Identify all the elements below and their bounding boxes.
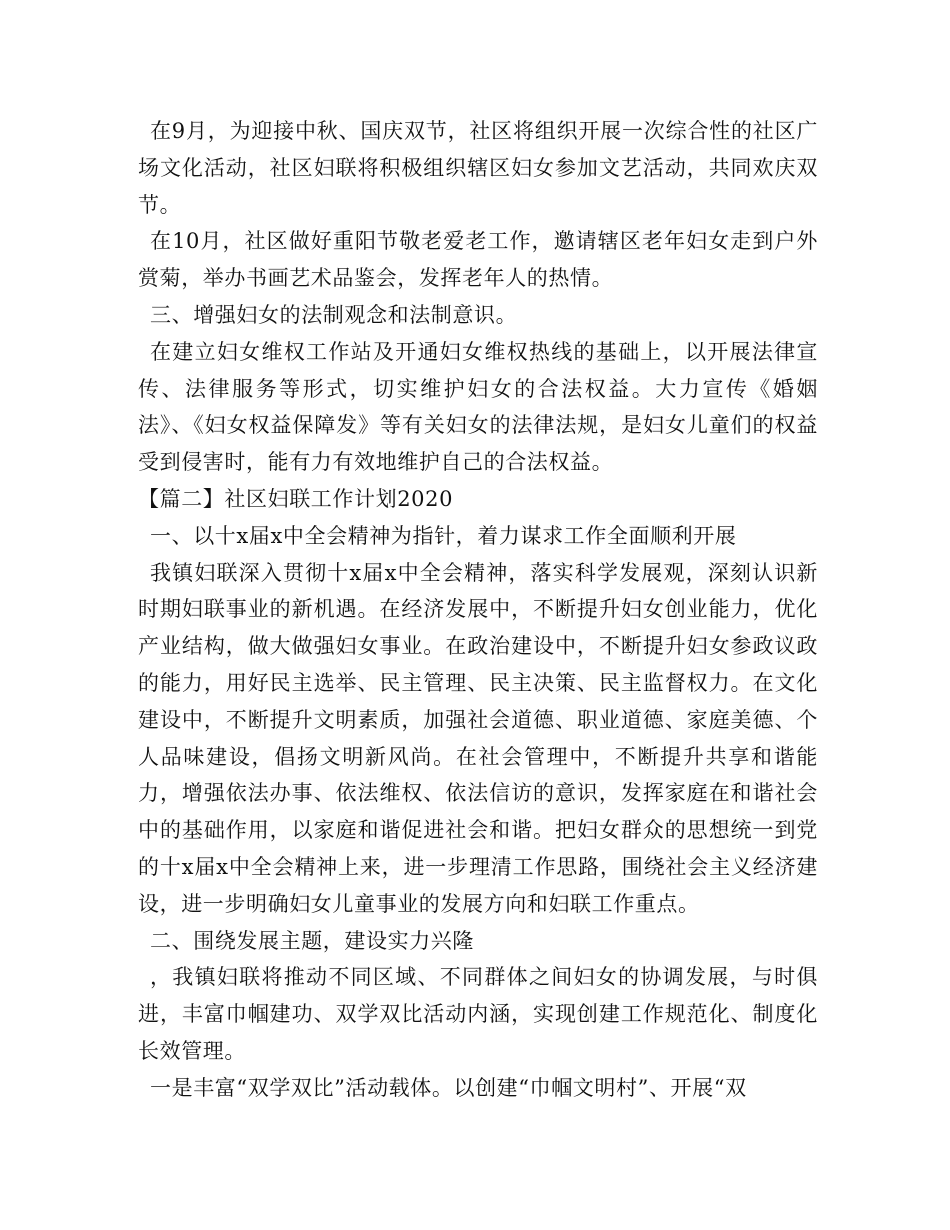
paragraph-coordinated-development: ，我镇妇联将推动不同区域、不同群体之间妇女的协调发展，与时俱进，丰富巾帼建功、双学双比活动内涵，实现创建工作规范化、制度化长效管理。 xyxy=(138,965,818,1063)
article-title-part-two: 【篇二】社区妇联工作计划2020 xyxy=(138,486,454,511)
paragraph-plenum-spirit: 我镇妇联深入贯彻十x届x中全会精神，落实科学发展观，深刻认识新时期妇联事业的新机遇。在经济发展中，不断提升妇女创业能力，优化产业结构，做大做强妇女事业。在政治建设中，不断提升妇女参政议政的能力，用好民主选举、民主管理、民主决策、民主监督权力。在文化建设中，不断提升文明素质，加强社会道德、职业道德、家庭美德、个人品味建设，倡扬文明新风尚。在社会管理中，不断提升共享和谐能力，增强依法办事、依法维权、依法信访的意识，发挥家庭在和谐社会中的基础作用，以家庭和谐促进社会和谐。把妇女群众的思想统一到党的十x届x中全会精神上来，进一步理清工作思路，围绕社会主义经济建设，进一步明确妇女儿童事业的发展方向和妇联工作重点。 xyxy=(138,560,818,916)
section-heading-one: 一、以十x届x中全会精神为指针，着力谋求工作全面顺利开展 xyxy=(150,523,737,548)
paragraph-legal-rights: 在建立妇女维权工作站及开通妇女维权热线的基础上，以开展法律宣传、法律服务等形式，切实维护妇女的合法权益。大力宣传《婚姻法》、《妇女权益保障发》等有关妇女的法律法规，是妇女儿童们的权益受到侵害时，能有力有效地维护自己的合法权益。 xyxy=(138,339,818,475)
paragraph-october-activity: 在10月，社区做好重阳节敬老爱老工作，邀请辖区老年妇女走到户外赏菊，举办书画艺术品鉴会，发挥老年人的热情。 xyxy=(138,229,818,291)
document-body xyxy=(138,113,818,1107)
section-heading-legal-awareness: 三、增强妇女的法制观念和法制意识。 xyxy=(150,302,518,327)
paragraph-double-learning: 一是丰富“双学双比”活动载体。以创建“巾帼文明村”、开展“双 xyxy=(150,1075,747,1100)
paragraph-september-activity: 在9月，为迎接中秋、国庆双节，社区将组织开展一次综合性的社区广场文化活动，社区妇联将积极组织辖区妇女参加文艺活动，共同欢庆双节。 xyxy=(138,119,818,217)
section-heading-two: 二、围绕发展主题，建设实力兴隆 xyxy=(150,928,474,953)
